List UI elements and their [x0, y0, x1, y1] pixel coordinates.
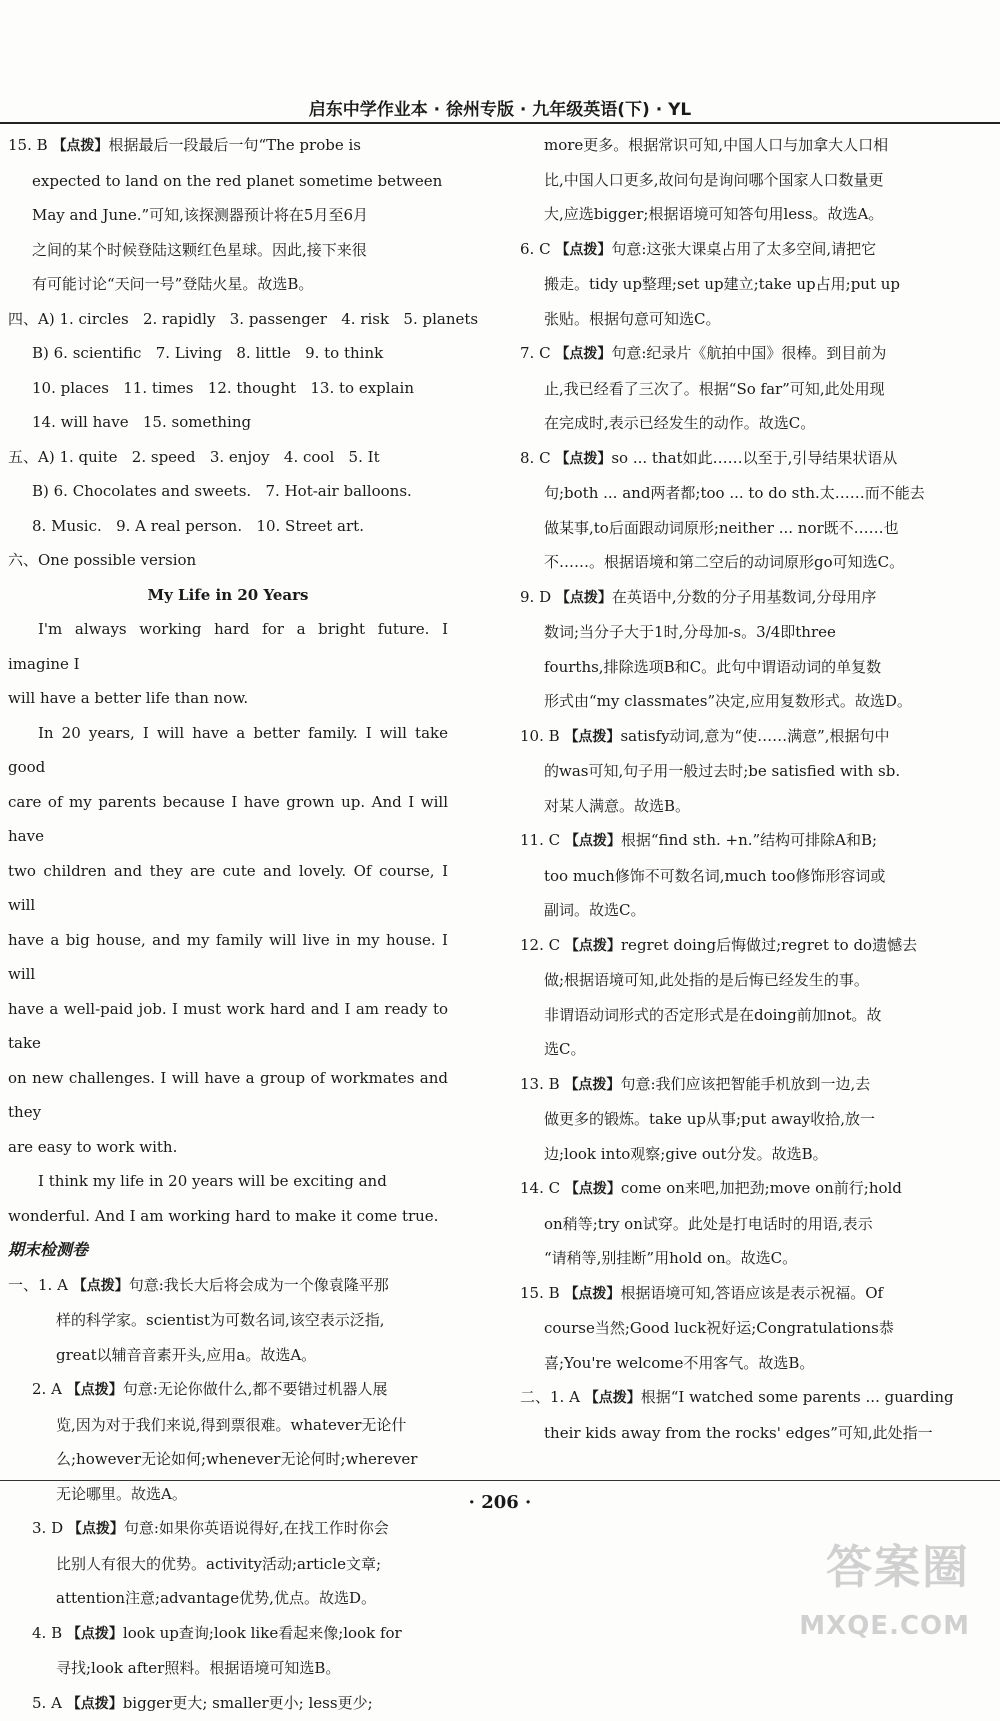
final-answer-line: on稍等;try on试穿。此处是打电话时的用语,表示: [520, 1207, 970, 1242]
essay-line: I think my life in 20 years will be exciting and: [8, 1164, 448, 1199]
final-answer-line: 副词。故选C。: [520, 893, 970, 928]
final-answer-line: 形式由“my classmates”决定,应用复数形式。故选D。: [520, 684, 970, 719]
final-answer-line: 对某人满意。故选B。: [520, 789, 970, 824]
final-answer-line: 做;根据语境可知,此处指的是后悔已经发生的事。: [520, 963, 970, 998]
running-header: 启东中学作业本 · 徐州专版 · 九年级英语(下) · YL: [0, 95, 1000, 120]
watermark-logo: [770, 1531, 970, 1641]
final-test-title: 期末检测卷: [8, 1233, 448, 1268]
essay-line: will have a better life than now.: [8, 681, 448, 716]
final-answer-line: “请稍等,别挂断”用hold on。故选C。: [520, 1241, 970, 1276]
final-answer-line: 做更多的锻炼。take up从事;put away收拾,放一: [520, 1102, 970, 1137]
final-answer-13: 13. B 【点拨】句意:我们应该把智能手机放到一边,去: [520, 1067, 970, 1103]
final-answer-5: 5. A 【点拨】bigger更大; smaller更小; less更少;: [8, 1686, 448, 1721]
watermark-logo-text: 答案圈: [826, 1531, 970, 1597]
page-number: · 206 ·: [0, 1492, 1000, 1513]
final-answer-line: 句;both ... and两者都;too ... to do sth.太……而不能去: [520, 476, 970, 511]
final-answer-line: fourths,排除选项B和C。此句中谓语动词的单复数: [520, 650, 970, 685]
final-answer-line: 么;however无论如何;whenever无论何时;wherever: [8, 1442, 448, 1477]
section-5-line: B) 6. Chocolates and sweets. 7. Hot-air balloons.: [8, 474, 448, 509]
essay-line: two children and they are cute and lovely. Of course, I will: [8, 854, 448, 923]
final-answer-line: 寻找;look after照料。根据语境可知选B。: [8, 1651, 448, 1686]
final-answer-6: 6. C 【点拨】句意:这张大课桌占用了太多空间,请把它: [520, 232, 970, 268]
final-answer-line: 不……。根据语境和第二空后的动词原形go可知选C。: [520, 545, 970, 580]
section-4-line: 14. will have 15. something: [8, 405, 448, 440]
final-answer-line: 的was可知,句子用一般过去时;be satisfied with sb.: [520, 754, 970, 789]
final-answer-line: 非谓语动词形式的否定形式是在doing前加not。故: [520, 998, 970, 1033]
section-4-line: 四、A) 1. circles 2. rapidly 3. passenger 4. risk 5. planets: [8, 302, 448, 337]
essay-line: care of my parents because I have grown up. And I will have: [8, 785, 448, 854]
final-answer-line: course当然;Good luck祝好运;Congratulations恭: [520, 1311, 970, 1346]
answer-15-line: expected to land on the red planet sometime between: [8, 164, 448, 199]
essay-line: wonderful. And I am working hard to make it come true.: [8, 1199, 448, 1234]
final-answer-2: 2. A 【点拨】句意:无论你做什么,都不要错过机器人展: [8, 1372, 448, 1408]
final-answer-3: 3. D 【点拨】句意:如果你英语说得好,在找工作时你会: [8, 1511, 448, 1547]
answer-15-line: May and June.”可知,该探测器预计将在5月至6月: [8, 198, 448, 233]
final-answer-line: their kids away from the rocks' edges”可知,此处指一: [520, 1416, 970, 1451]
final-answer-line: 大,应选bigger;根据语境可知答句用less。故选A。: [520, 197, 970, 232]
answer-15-line: 之间的某个时候登陆这颗红色星球。因此,接下来很: [8, 233, 448, 268]
final-answer-line: too much修饰不可数名词,much too修饰形容词或: [520, 859, 970, 894]
final-answer-12: 12. C 【点拨】regret doing后悔做过;regret to do遗憾去: [520, 928, 970, 964]
final-answer-14: 14. C 【点拨】come on来吧,加把劲;move on前行;hold: [520, 1171, 970, 1207]
watermark-url: MXQE.COM: [799, 1611, 970, 1641]
final-answer-line: 张贴。根据句意可知选C。: [520, 302, 970, 337]
right-column: [520, 128, 970, 1450]
left-column: [8, 128, 448, 1721]
section-5-line: 8. Music. 9. A real person. 10. Street art.: [8, 509, 448, 544]
header-rule: [0, 122, 1000, 124]
essay-line: I'm always working hard for a bright future. I imagine I: [8, 612, 448, 681]
final-answer-line: 边;look into观察;give out分发。故选B。: [520, 1137, 970, 1172]
final-answer-line: 选C。: [520, 1032, 970, 1067]
essay-line: have a well-paid job. I must work hard and I am ready to take: [8, 992, 448, 1061]
final-answer-line: 止,我已经看了三次了。根据“So far”可知,此处用现: [520, 372, 970, 407]
final-answer-line: 比别人有很大的优势。activity活动;article文章;: [8, 1547, 448, 1582]
footer-rule: [0, 1480, 1000, 1481]
final-answer-line: 搬走。tidy up整理;set up建立;take up占用;put up: [520, 267, 970, 302]
final-answer-line: 在完成时,表示已经发生的动作。故选C。: [520, 406, 970, 441]
final-answer-line: 样的科学家。scientist为可数名词,该空表示泛指,: [8, 1303, 448, 1338]
final-answer-line: 览,因为对于我们来说,得到票很难。whatever无论什: [8, 1408, 448, 1443]
final-answer-7: 7. C 【点拨】句意:纪录片《航拍中国》很棒。到目前为: [520, 336, 970, 372]
final-answer-line: more更多。根据常识可知,中国人口与加拿大人口相: [520, 128, 970, 163]
final-answer-line: 数词;当分子大于1时,分母加-s。3/4即three: [520, 615, 970, 650]
answer-15: 15. B 【点拨】根据最后一段最后一句“The probe is: [8, 128, 448, 164]
final-answer-line: attention注意;advantage优势,优点。故选D。: [8, 1581, 448, 1616]
final-answer-8: 8. C 【点拨】so ... that如此……以至于,引导结果状语从: [520, 441, 970, 477]
essay-line: In 20 years, I will have a better family. I will take good: [8, 716, 448, 785]
final-answer-15: 15. B 【点拨】根据语境可知,答语应该是表示祝福。Of: [520, 1276, 970, 1312]
section-6-label: 六、One possible version: [8, 543, 448, 578]
final-answer-4: 4. B 【点拨】look up查询;look like看起来像;look for: [8, 1616, 448, 1652]
section-2-answer-1: 二、1. A 【点拨】根据“I watched some parents ... guarding: [520, 1380, 970, 1416]
essay-line: are easy to work with.: [8, 1130, 448, 1165]
section-5-line: 五、A) 1. quite 2. speed 3. enjoy 4. cool 5. It: [8, 440, 448, 475]
final-answer-line: 喜;You're welcome不用客气。故选B。: [520, 1346, 970, 1381]
hint-tag: 【点拨】: [52, 138, 108, 154]
final-answer-10: 10. B 【点拨】satisfy动词,意为“使……满意”,根据句中: [520, 719, 970, 755]
final-answer-line: 无论哪里。故选A。: [8, 1477, 448, 1512]
essay-line: on new challenges. I will have a group of workmates and they: [8, 1061, 448, 1130]
section-4-line: 10. places 11. times 12. thought 13. to explain: [8, 371, 448, 406]
final-answer-line: great以辅音音素开头,应用a。故选A。: [8, 1338, 448, 1373]
final-answer-1: 一、1. A 【点拨】句意:我长大后将会成为一个像袁隆平那: [8, 1268, 448, 1304]
final-answer-line: 做某事,to后面跟动词原形;neither ... nor既不……也: [520, 511, 970, 546]
final-answer-11: 11. C 【点拨】根据“find sth. +n.”结构可排除A和B;: [520, 823, 970, 859]
answer-15-line: 有可能讨论“天问一号”登陆火星。故选B。: [8, 267, 448, 302]
essay-title: My Life in 20 Years: [8, 578, 448, 613]
section-4-line: B) 6. scientific 7. Living 8. little 9. to think: [8, 336, 448, 371]
essay-line: have a big house, and my family will live in my house. I will: [8, 923, 448, 992]
final-answer-line: 比,中国人口更多,故问句是询问哪个国家人口数量更: [520, 163, 970, 198]
final-answer-9: 9. D 【点拨】在英语中,分数的分子用基数词,分母用序: [520, 580, 970, 616]
